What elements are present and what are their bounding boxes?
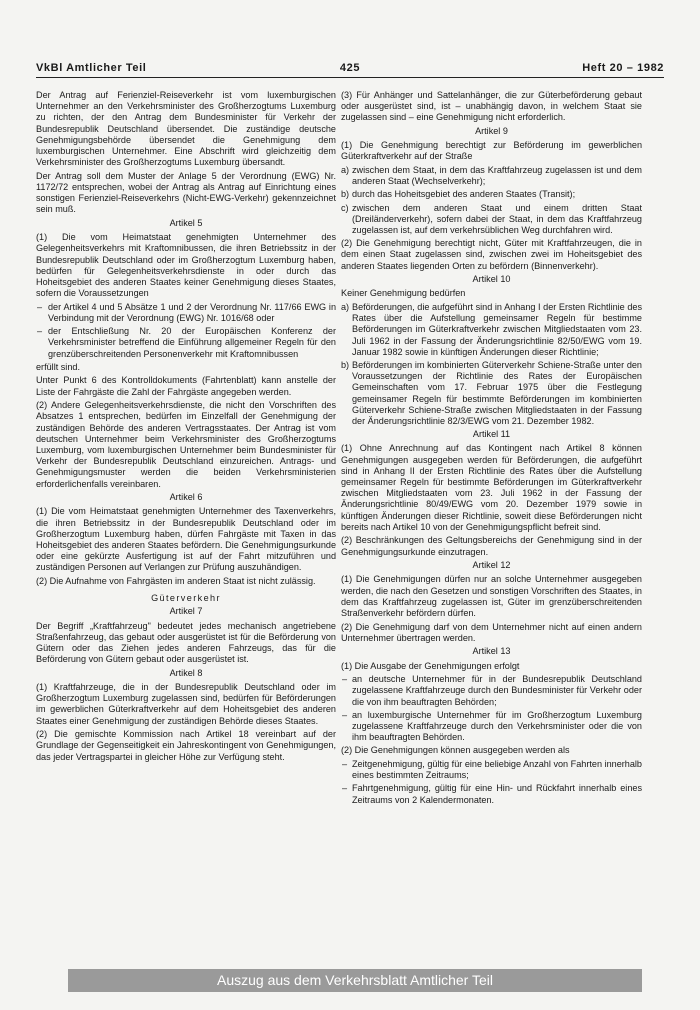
- dash-marker: –: [37, 326, 43, 337]
- list-item-text: Beförderungen im kombinierten Güterverkehr Schiene-Straße unter den Voraussetzungen der Richtlinie des Rates der Europäischen Gemeinschaften vom 17. Februar 1975 über die Festlegung gemeinsamer Regeln für bestimmte Beförderungen im kombinierten Güterverkehr Schiene-Straße zwischen Mitgliedstaaten in der Fassung der Änderungsrichtlinie 82/3/EWG vom 21. Dezember 1982.: [352, 360, 642, 427]
- list-item: [341, 189, 642, 200]
- list-item: [341, 759, 642, 781]
- list-item: [341, 783, 642, 805]
- list-item-text: Fahrtgenehmigung, gültig für eine Hin- und Rückfahrt innerhalb eines Zeitraums von 2 Kalendermonaten.: [352, 783, 642, 805]
- list-marker: b): [341, 189, 350, 200]
- paragraph: (1) Die vom Heimatstaat genehmigten Unternehmer des Gelegenheitsverkehrs mit Kraftomnibussen, die ihren Betriebssitz in der Bundesrepublik Deutschland oder im Großherzogtum Luxemburg haben, bedürfen für Gelegenheitsverkehrsdienste in oder durch das Hoheitsgebiet des anderen Staates keiner Genehmigung dieses Staates, sofern die Voraussetzungen: [36, 232, 336, 299]
- paragraph: (2) Andere Gelegenheitsverkehrsdienste, die nicht den Vorschriften des Absatzes 1 entsprechen, bedürfen im Einzelfall der Genehmigung der zuständigen Behörde des anderen Vertragsstaates. Der Antrag ist vom deutschen Unternehmer beim Verkehrsminister des Großherzogtums Luxemburg, vom luxemburgischen Unternehmer beim Bundesminister für Verkehr der Bundesrepublik Deutschland einzureichen. Antrags- und Genehmigungsmuster werden die beiden Verkehrsministerien erforderlichenfalls vereinbaren.: [36, 400, 336, 489]
- list-item-text: an deutsche Unternehmer für in der Bundesrepublik Deutschland zugelassene Kraftfahrzeuge durch den Bundesminister für Verkehr oder die von ihm beauftragten Behörden;: [352, 674, 642, 707]
- left-column: [36, 90, 336, 765]
- dash-marker: –: [342, 709, 348, 720]
- list-item-text: an luxemburgische Unternehmer für im Großherzogtum Luxemburg zugelassene Kraftfahrzeuge durch den Verkehrsminister oder die von ihm beauftragten Behörden.: [352, 709, 642, 743]
- list-item-text: zwischen dem Staat, in dem das Kraftfahrzeug zugelassen ist und dem anderen Staat (Wechselverkehr);: [352, 165, 642, 187]
- list-marker: a): [341, 165, 350, 175]
- article-heading: Artikel 12: [472, 560, 511, 571]
- article-heading: Artikel 7: [169, 606, 203, 617]
- footer-banner: [68, 969, 642, 992]
- paragraph: (1) Die vom Heimatstaat genehmigten Unternehmer des Taxenverkehrs, die ihren Betriebssitz in der Bundesrepublik Deutschland oder im Großherzogtum Luxemburg haben, dürfen Fahrgäste mit Taxen in das Hoheitsgebiet des anderen Staates befördern. Die Genehmigungsurkunde oder eine gekürzte Ausfertigung ist auf der Fahrt mitzuführen und zuständigen Personen auf Verlangen zur Prüfung auszuhändigen.: [36, 506, 336, 573]
- footer-text: Auszug aus dem Verkehrsblatt Amtlicher Teil: [217, 972, 493, 988]
- list-item: [341, 674, 642, 708]
- paragraph: Der Antrag soll dem Muster der Anlage 5 der Verordnung (EWG) Nr. 1172/72 entsprechen, wobei der Antrag als Antrag auf Einrichtung eines sonstigen Ferienziel-Reiseverkehrs (Nicht-EWG-Verkehr) gekennzeichnet sein muß.: [36, 170, 336, 215]
- article-heading: Artikel 5: [169, 218, 203, 229]
- paragraph: erfüllt sind.: [36, 361, 80, 372]
- paragraph: (2) Beschränkungen des Geltungsbereichs der Genehmigung sind in der Genehmigungsurkunde einzutragen.: [341, 535, 642, 557]
- article-heading: Artikel 11: [472, 429, 511, 440]
- list-item: [341, 360, 642, 427]
- list-item: [341, 710, 642, 744]
- paragraph: (2) Die Genehmigung berechtigt nicht, Güter mit Kraftfahrzeugen, die in dem einen Staat zugelassen sind, zwischen zwei im Hoheitsgebiet des anderen Staates liegenden Orten zu befördern (Binnenverkehr).: [341, 238, 642, 271]
- list-item: [36, 326, 336, 360]
- list-item-text: zwischen dem anderen Staat und einem dritten Staat (Dreiländerverkehr), sofern dabei der Staat, in dem das Kraftfahrzeug zugelassen ist, auf dem verkehrsüblichen Weg durchfahren wird.: [352, 202, 642, 236]
- list-item: [341, 302, 642, 358]
- paragraph: (2) Die Aufnahme von Fahrgästen im anderen Staat ist nicht zulässig.: [36, 576, 316, 587]
- list-item-text: der Artikel 4 und 5 Absätze 1 und 2 der Verordnung Nr. 117/66 EWG in Verbindung mit der Verordnung (EWG) Nr. 1016/68 oder: [48, 301, 336, 324]
- paragraph: (1) Ohne Anrechnung auf das Kontingent nach Artikel 8 können Genehmigungen ausgegeben werden für Beförderungen, die aufgeführt sind in Anhang II der Ersten Richtlinie des Rates über die Aufstellung gemeinsamer Regeln für bestimmte Beförderungen im Güterkraftverkehr zwischen Mitgliedstaaten vom 23. Juli 1962 in der Fassung der Änderungsrichtlinie 80/49/EWG vom 20. Dezember 1979 sowie in künftigen Änderungen dieser Richtlinie, soweit diese Beförderungen nicht bereits nach Artikel 10 von der Genehmigungspflicht befreit sind.: [341, 443, 642, 532]
- article-heading: Artikel 6: [169, 492, 203, 503]
- paragraph: Der Antrag auf Ferienziel-Reiseverkehr ist vom luxemburgischen Unternehmer an den Verkehrsminister des Großherzogtums Luxemburg zu richten, der den Antrag dem Bundesminister für Verkehr der Bundesrepublik Deutschland übersendet. Die zuständige deutsche Genehmigungsbehörde übersendet die Genehmigung dem luxemburgischen Unternehmer. Eine Abschrift wird gleichzeitig dem Verkehrsminister des Großherzogtums Luxemburg übersandt.: [36, 90, 336, 168]
- list-item-text: der Entschließung Nr. 20 der Europäischen Konferenz der Verkehrsminister betreffend die Einführung allgemeiner Regeln für den grenzüberschreitenden Personenverkehr mit Kraftomnibussen: [48, 326, 336, 359]
- dash-marker: –: [342, 674, 348, 685]
- dash-marker: –: [342, 759, 348, 770]
- paragraph: (1) Kraftfahrzeuge, die in der Bundesrepublik Deutschland oder im Großherzogtum Luxemburg zugelassen sind, bedürfen für Beförderungen im gewerblichen Güterkraftverkehr auf dem Hoheitsgebiet des anderen Staates einer Genehmigung der zuständigen Behörde dieses Staates.: [36, 682, 336, 726]
- article-heading: Artikel 9: [475, 126, 508, 136]
- list-marker: a): [341, 302, 350, 313]
- list-item-text: Beförderungen, die aufgeführt sind in Anhang I der Ersten Richtlinie des Rates über die Aufstellung gemeinsamer Regeln für bestimme Beförderungen im Güterkraftverkehr zwischen Mitgliedstaaten vom 23. Juli 1962 in der Fassung der Änderungsrichtlinie 82/50/EWG vom 19. Januar 1982 sowie in künftigen Änderungen dieser Richtlinie;: [352, 302, 642, 357]
- list-marker: c): [341, 202, 349, 213]
- list-item: [341, 165, 642, 187]
- journal-title: VkBl Amtlicher Teil: [36, 62, 147, 74]
- paragraph: Keiner Genehmigung bedürfen: [341, 288, 466, 299]
- issue-number: Heft 20 – 1982: [582, 62, 664, 74]
- dash-marker: –: [37, 301, 43, 312]
- dash-marker: –: [342, 783, 348, 794]
- paragraph: (2) Die Genehmigungen können ausgegeben werden als: [341, 745, 570, 756]
- list-item: [341, 203, 642, 237]
- paragraph: Der Begriff „Kraftfahrzeug" bedeutet jedes mechanisch angetriebene Straßenfahrzeug, das gebaut oder ausgerüstet ist für die Beförderung von Gütern oder das Ziehen jedes anderen Fahrzeugs, das für die Beförderung von Gütern gebaut oder ausgerüstet ist.: [36, 620, 336, 665]
- page-number: 425: [339, 62, 361, 74]
- paragraph: (2) Die gemischte Kommission nach Artikel 18 vereinbart auf der Grundlage der Gegenseitigkeit ein Jahreskontingent von Genehmigungen, das jeder Vertragspartei in gleicher Höhe zur Verfügung steht.: [36, 729, 336, 762]
- header-rule: [36, 77, 664, 78]
- paragraph: (3) Für Anhänger und Sattelanhänger, die zur Güterbeförderung gebaut oder ausgerüstet sind, ist – unabhängig davon, in welchem Staat sie zugelassen sind – eine Genehmigung nicht erforderlich.: [341, 90, 642, 123]
- article-heading: Artikel 13: [472, 646, 511, 657]
- paragraph: (1) Die Genehmigung berechtigt zur Beförderung im gewerblichen Güterkraftverkehr auf der Straße: [341, 140, 642, 162]
- page-header: [36, 62, 664, 77]
- list-item-text: durch das Hoheitsgebiet des anderen Staates (Transit);: [352, 189, 576, 200]
- article-heading: Artikel 8: [169, 667, 203, 678]
- section-heading: Güterverkehr: [151, 593, 221, 604]
- list-marker: b): [341, 360, 350, 371]
- list-item: [36, 302, 336, 324]
- article-heading: Artikel 10: [472, 274, 511, 285]
- list-item-text: Zeitgenehmigung, gültig für eine beliebige Anzahl von Fahrten innerhalb eines bestimmten Zeitraums;: [352, 759, 642, 781]
- paragraph: (2) Die Genehmigung darf von dem Unternehmer nicht auf einen andern Unternehmer übertragen werden.: [341, 621, 642, 643]
- right-column: [341, 90, 642, 808]
- paragraph: (1) Die Genehmigungen dürfen nur an solche Unternehmer ausgegeben werden, die nach den Gesetzen und sonstigen Vorschriften des Staates, in dem das Kraftfahrzeug zugelassen ist, Güter im grenzüberschreitenden Straßenverkehr befördern dürfen.: [341, 574, 642, 619]
- paragraph: (1) Die Ausgabe der Genehmigungen erfolgt: [341, 660, 520, 671]
- paragraph: Unter Punkt 6 des Kontrolldokuments (Fahrtenblatt) kann anstelle der Liste der Fahrgäste die Zahl der Fahrgäste angegeben werden.: [36, 375, 336, 397]
